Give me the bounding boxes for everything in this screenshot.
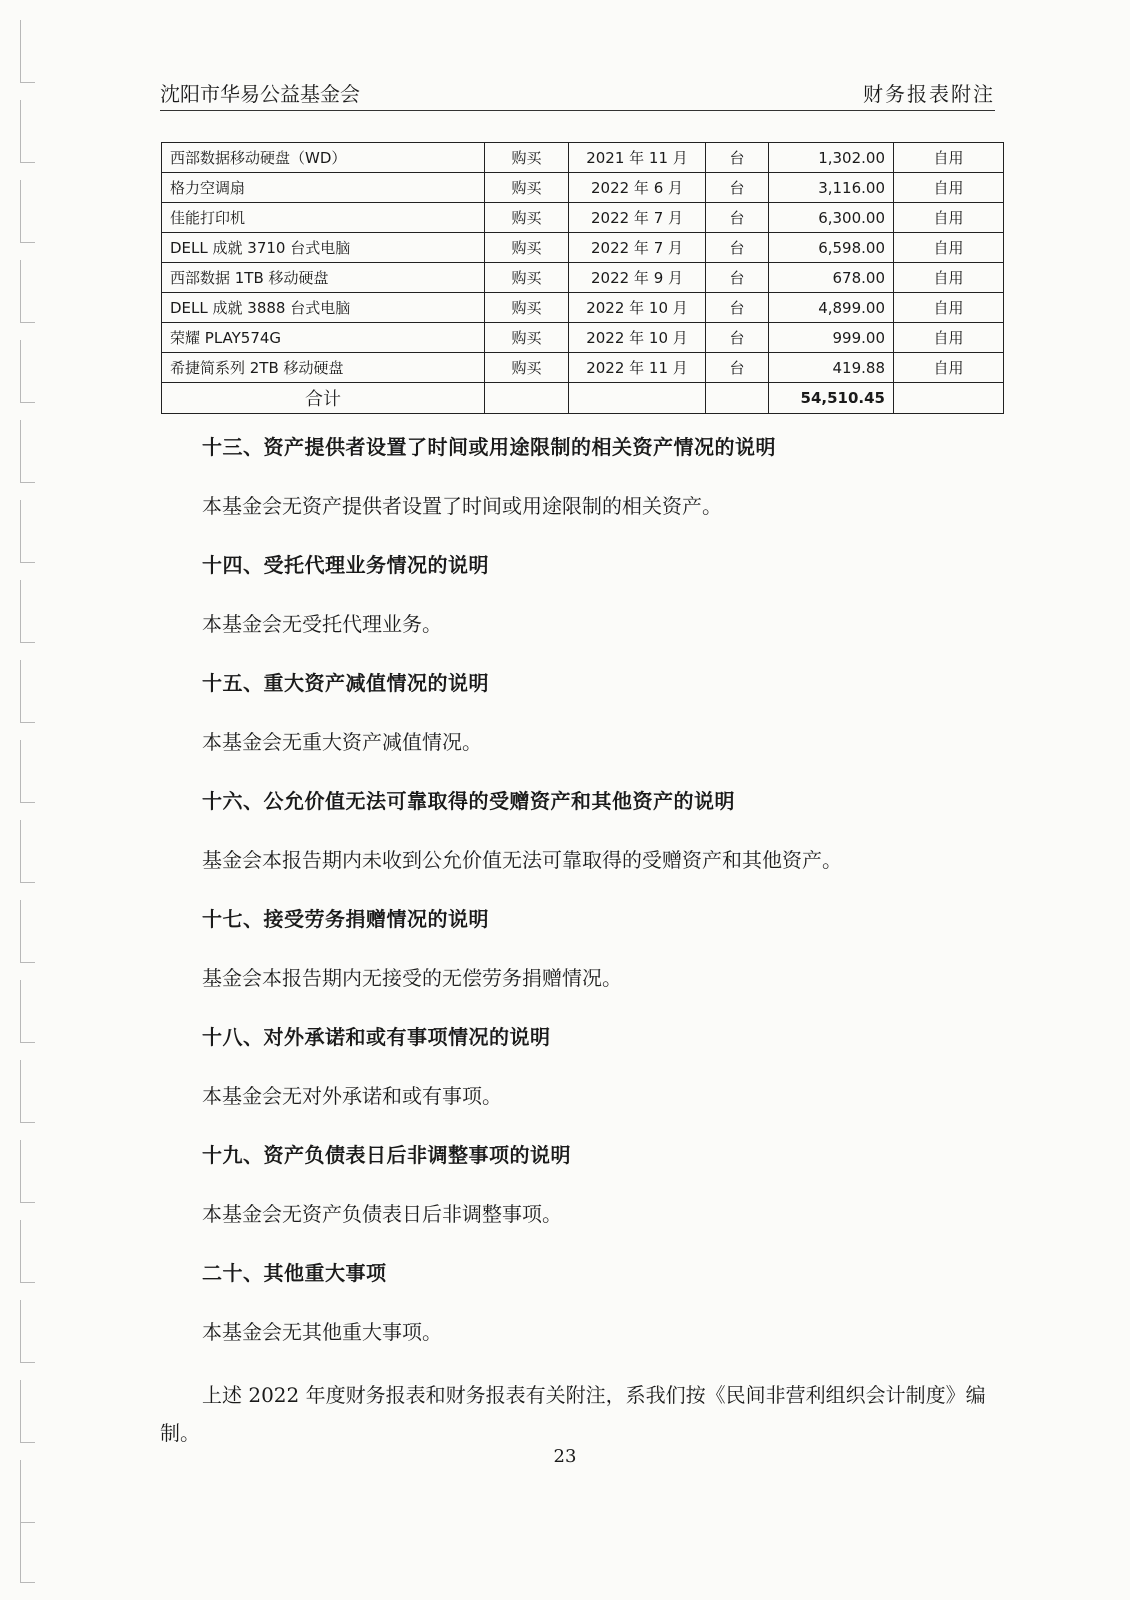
total-label: 合计 (162, 383, 485, 414)
asset-name-cell: DELL 成就 3888 台式电脑 (162, 293, 485, 323)
binding-mark (20, 980, 35, 1043)
table-row (162, 353, 1004, 383)
unit-cell: 台 (706, 173, 769, 203)
amount-cell: 6,300.00 (769, 203, 894, 233)
amount-cell: 6,598.00 (769, 233, 894, 263)
section-body: 本基金会无对外承诺和或有事项。 (202, 1084, 502, 1108)
binding-mark (20, 1380, 35, 1443)
binding-mark (20, 500, 35, 563)
empty-cell (569, 383, 706, 414)
section-body: 本基金会无资产负债表日后非调整事项。 (202, 1202, 562, 1226)
notes-sections (160, 432, 1005, 1347)
table-row (162, 203, 1004, 233)
asset-name-cell: 佳能打印机 (162, 203, 485, 233)
section-body: 本基金会无资产提供者设置了时间或用途限制的相关资产。 (202, 494, 722, 518)
table-row (162, 143, 1004, 173)
usage-cell: 自用 (894, 353, 1004, 383)
section-body: 基金会本报告期内无接受的无偿劳务捐赠情况。 (202, 966, 622, 990)
usage-cell: 自用 (894, 203, 1004, 233)
empty-cell (706, 383, 769, 414)
table-row (162, 293, 1004, 323)
page-number: 23 (553, 1446, 577, 1467)
unit-cell: 台 (706, 263, 769, 293)
section-title: 十七、接受劳务捐赠情况的说明 (202, 907, 489, 931)
binding-mark (20, 1520, 35, 1583)
table-body (162, 143, 1004, 414)
amount-cell: 419.88 (769, 353, 894, 383)
acquisition-date-cell: 2022 年 10 月 (569, 293, 706, 323)
section-title: 十八、对外承诺和或有事项情况的说明 (202, 1025, 551, 1049)
binding-mark (20, 20, 35, 83)
acquisition-method-cell: 购买 (485, 353, 569, 383)
unit-cell: 台 (706, 203, 769, 233)
binding-mark (20, 260, 35, 323)
section-name: 财务报表附注 (863, 82, 995, 106)
table-row (162, 323, 1004, 353)
acquisition-date-cell: 2022 年 10 月 (569, 323, 706, 353)
acquisition-method-cell: 购买 (485, 233, 569, 263)
binding-mark (20, 1220, 35, 1283)
acquisition-date-cell: 2022 年 6 月 (569, 173, 706, 203)
section-body: 基金会本报告期内未收到公允价值无法可靠取得的受赠资产和其他资产。 (202, 848, 842, 872)
acquisition-date-cell: 2022 年 7 月 (569, 203, 706, 233)
asset-name-cell: 西部数据 1TB 移动硬盘 (162, 263, 485, 293)
fixed-assets-table (161, 142, 1004, 414)
section-title: 十四、受托代理业务情况的说明 (202, 553, 489, 577)
section-title: 十三、资产提供者设置了时间或用途限制的相关资产情况的说明 (202, 435, 776, 459)
binding-mark (20, 580, 35, 643)
acquisition-date-cell: 2022 年 7 月 (569, 233, 706, 263)
amount-cell: 4,899.00 (769, 293, 894, 323)
usage-cell: 自用 (894, 233, 1004, 263)
acquisition-method-cell: 购买 (485, 263, 569, 293)
asset-name-cell: 希捷简系列 2TB 移动硬盘 (162, 353, 485, 383)
binding-mark (20, 1460, 35, 1523)
table-row (162, 233, 1004, 263)
acquisition-method-cell: 购买 (485, 173, 569, 203)
usage-cell: 自用 (894, 263, 1004, 293)
closing-statement: 上述 2022 年度财务报表和财务报表有关附注，系我们按《民间非营利组织会计制度》编制。 (160, 1383, 986, 1445)
binding-margin (0, 0, 40, 1600)
binding-mark (20, 420, 35, 483)
acquisition-method-cell: 购买 (485, 323, 569, 353)
page-header (160, 82, 995, 111)
section-body: 本基金会无重大资产减值情况。 (202, 730, 482, 754)
asset-name-cell: 荣耀 PLAY574G (162, 323, 485, 353)
table-row (162, 173, 1004, 203)
amount-cell: 999.00 (769, 323, 894, 353)
binding-mark (20, 660, 35, 723)
usage-cell: 自用 (894, 323, 1004, 353)
binding-mark (20, 1140, 35, 1203)
binding-mark (20, 1300, 35, 1363)
asset-name-cell: 西部数据移动硬盘（WD） (162, 143, 485, 173)
unit-cell: 台 (706, 233, 769, 263)
usage-cell: 自用 (894, 293, 1004, 323)
section-title: 二十、其他重大事项 (202, 1261, 387, 1285)
asset-name-cell: 格力空调扇 (162, 173, 485, 203)
section-title: 十九、资产负债表日后非调整事项的说明 (202, 1143, 571, 1167)
empty-cell (894, 383, 1004, 414)
table-row (162, 263, 1004, 293)
binding-mark (20, 900, 35, 963)
unit-cell: 台 (706, 323, 769, 353)
binding-mark (20, 340, 35, 403)
binding-mark (20, 1060, 35, 1123)
total-amount: 54,510.45 (769, 383, 894, 414)
amount-cell: 1,302.00 (769, 143, 894, 173)
acquisition-method-cell: 购买 (485, 293, 569, 323)
notes-body (160, 432, 1005, 1452)
organization-name: 沈阳市华易公益基金会 (160, 82, 360, 106)
binding-mark (20, 180, 35, 243)
asset-name-cell: DELL 成就 3710 台式电脑 (162, 233, 485, 263)
acquisition-date-cell: 2021 年 11 月 (569, 143, 706, 173)
section-title: 十六、公允价值无法可靠取得的受赠资产和其他资产的说明 (202, 789, 735, 813)
amount-cell: 678.00 (769, 263, 894, 293)
usage-cell: 自用 (894, 143, 1004, 173)
unit-cell: 台 (706, 353, 769, 383)
section-title: 十五、重大资产减值情况的说明 (202, 671, 489, 695)
unit-cell: 台 (706, 143, 769, 173)
amount-cell: 3,116.00 (769, 173, 894, 203)
acquisition-method-cell: 购买 (485, 203, 569, 233)
acquisition-date-cell: 2022 年 11 月 (569, 353, 706, 383)
binding-mark (20, 820, 35, 883)
section-body: 本基金会无受托代理业务。 (202, 612, 442, 636)
usage-cell: 自用 (894, 173, 1004, 203)
binding-mark (20, 100, 35, 163)
binding-mark (20, 740, 35, 803)
total-row (162, 383, 1004, 414)
section-body: 本基金会无其他重大事项。 (202, 1320, 442, 1344)
unit-cell: 台 (706, 293, 769, 323)
acquisition-date-cell: 2022 年 9 月 (569, 263, 706, 293)
acquisition-method-cell: 购买 (485, 143, 569, 173)
empty-cell (485, 383, 569, 414)
